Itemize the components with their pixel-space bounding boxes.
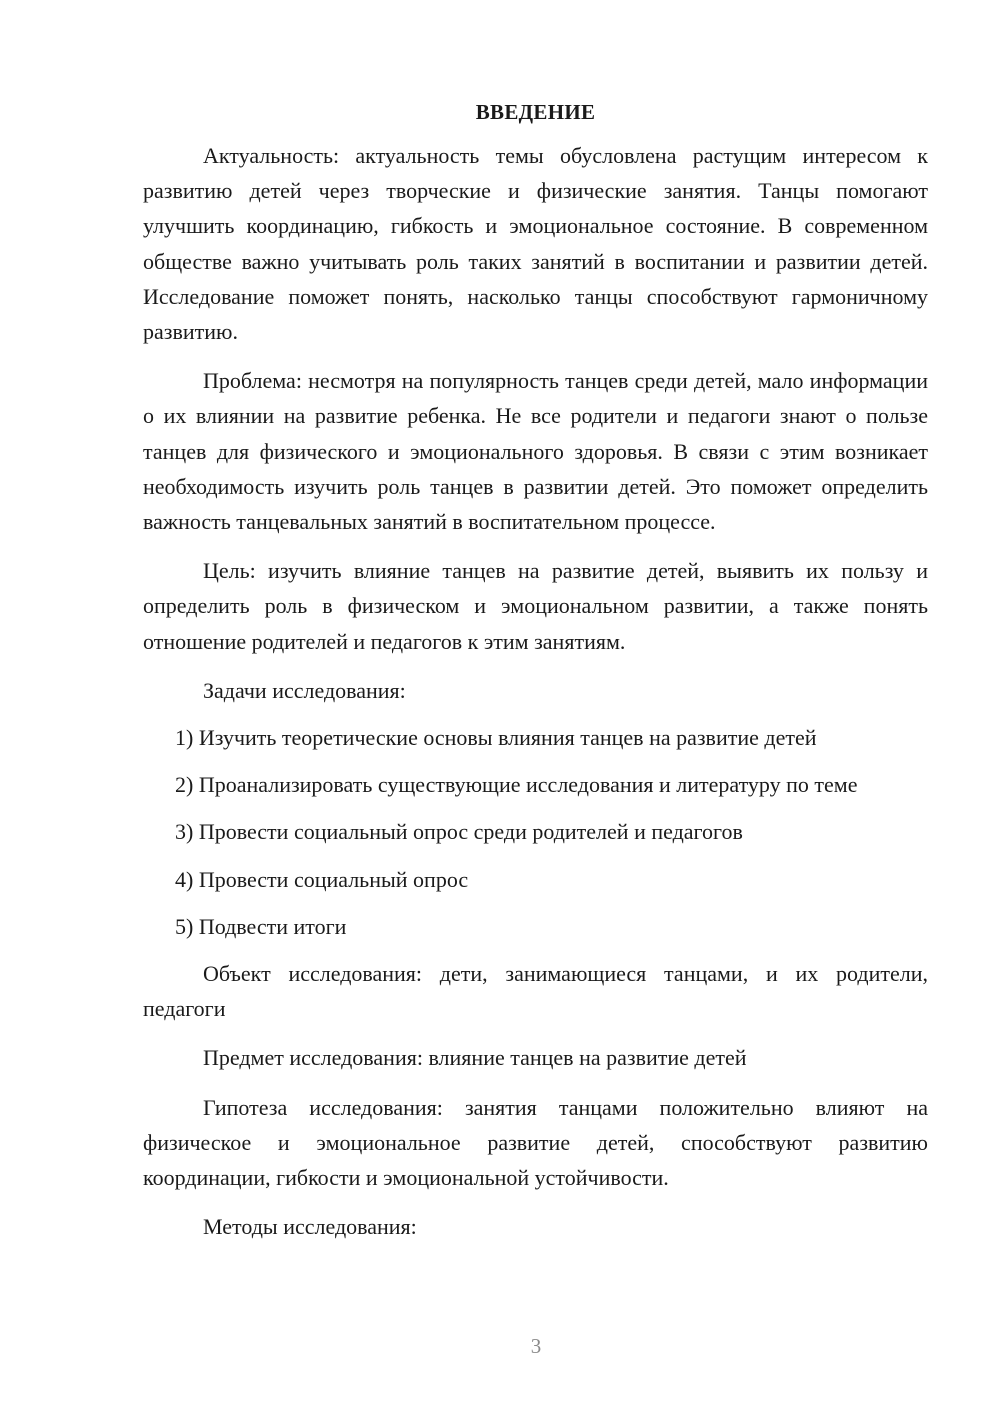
relevance-paragraph: Актуальность: актуальность темы обусловлена растущим интересом к развитию детей через творческие и физические занятия. Танцы помогают улучшить координацию, гибкость и эмоциональное состояние. В современном обществе важно учитывать роль таких занятий в воспитании и развитии детей. Исследование поможет понять, насколько танцы способствуют гармоничному развитию. [143, 143, 928, 345]
list-item: 5) Подвести итоги [175, 913, 347, 939]
subject-paragraph: Предмет исследования: влияние танцев на развитие детей [203, 1045, 747, 1071]
page-heading: ВВЕДЕНИЕ [475, 100, 596, 124]
goal-paragraph: Цель: изучить влияние танцев на развитие детей, выявить их пользу и определить роль в физическом и эмоциональном развитии, а также понять отношение родителей и педагогов к этим занятиям. [143, 558, 928, 654]
methods-title: Методы исследования: [203, 1214, 417, 1240]
list-item: 1) Изучить теоретические основы влияния танцев на развитие детей [175, 725, 817, 751]
list-item: 4) Провести социальный опрос [175, 866, 469, 892]
problem-paragraph: Проблема: несмотря на популярность танцев среди детей, мало информации о их влиянии на развитие ребенка. Не все родители и педагоги знают о пользе танцев для физического и эмоционального здоровья. В связи с этим возникает необходимость изучить роль танцев в развитии детей. Это поможет определить важность танцевальных занятий в воспитательном процессе. [143, 368, 928, 535]
list-item: 2) Проанализировать существующие исследования и литературу по теме [175, 772, 858, 798]
tasks-title: Задачи исследования: [203, 677, 406, 703]
tasks-list [143, 720, 928, 944]
list-item: 3) Провести социальный опрос среди родителей и педагогов [175, 819, 743, 845]
hypothesis-paragraph: Гипотеза исследования: занятия танцами положительно влияют на физическое и эмоциональное развитие детей, способствуют развитию координации, гибкости и эмоциональной устойчивости. [143, 1094, 928, 1191]
page-content [143, 98, 928, 1258]
page-number: 3 [530, 1334, 542, 1358]
object-paragraph: Объект исследования: дети, занимающиеся танцами, и их родители, педагоги [143, 961, 928, 1022]
